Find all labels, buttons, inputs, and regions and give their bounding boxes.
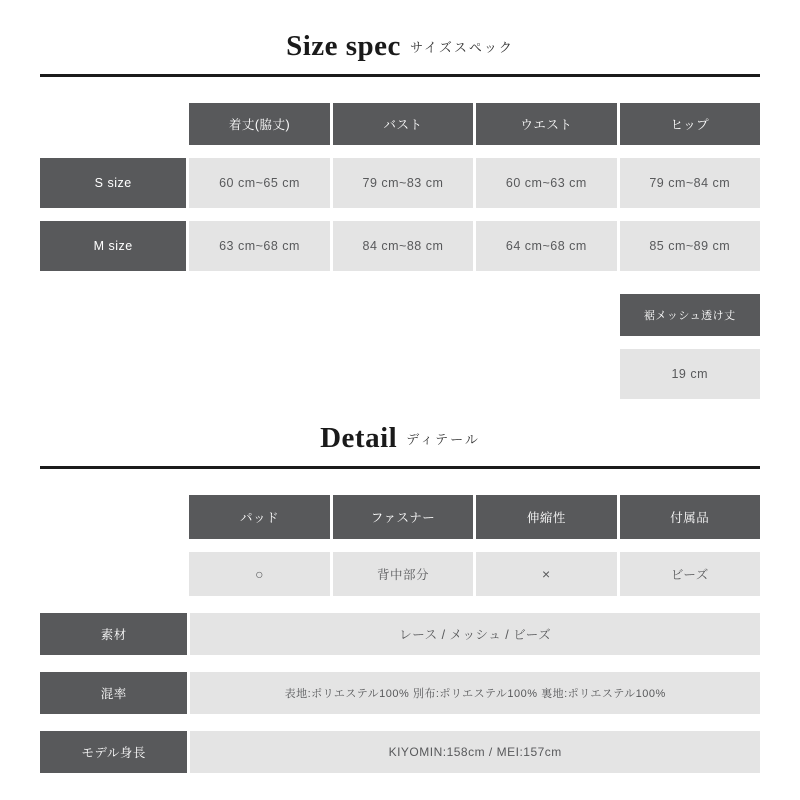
size-spec-corner-cell xyxy=(40,103,186,145)
detail-row-gap xyxy=(40,599,760,613)
size-spec-cell: 60 cm~63 cm xyxy=(476,158,616,208)
size-spec-col-header: ウエスト xyxy=(476,103,616,145)
detail-row-label: 素材 xyxy=(40,613,187,655)
detail-col-header: パッド xyxy=(189,495,329,539)
size-spec-row-label: M size xyxy=(40,221,186,271)
size-spec-table xyxy=(40,103,760,399)
detail-row-value: KIYOMIN:158cm / MEI:157cm xyxy=(190,731,760,773)
detail-row-label: モデル身長 xyxy=(40,731,187,773)
spacer-cell xyxy=(189,349,329,399)
detail-title-jp: ディテール xyxy=(406,432,480,447)
detail-row-label: 混率 xyxy=(40,672,187,714)
detail-row-value: レース / メッシュ / ビーズ xyxy=(190,613,760,655)
spacer-cell xyxy=(40,552,186,596)
size-spec-cell: 85 cm~89 cm xyxy=(620,221,760,271)
size-spec-cell: 79 cm~84 cm xyxy=(620,158,760,208)
size-spec-header-row xyxy=(40,103,760,145)
size-spec-row-label: S size xyxy=(40,158,186,208)
spacer-cell xyxy=(333,349,473,399)
size-spec-heading xyxy=(0,30,800,63)
table-row xyxy=(40,221,760,271)
detail-table xyxy=(40,495,760,773)
detail-row-gap xyxy=(40,658,760,672)
table-row xyxy=(40,731,760,773)
size-spec-title-jp: サイズスペック xyxy=(409,40,514,55)
spacer-cell xyxy=(40,349,186,399)
detail-header-row xyxy=(40,495,760,539)
size-spec-row-gap xyxy=(40,211,760,221)
spacer-cell xyxy=(40,294,186,336)
table-row xyxy=(40,672,760,714)
detail-title-en: Detail xyxy=(320,422,398,454)
size-spec-col-header: バスト xyxy=(333,103,473,145)
detail-top-gap xyxy=(0,402,800,422)
detail-col-header: 伸縮性 xyxy=(476,495,616,539)
detail-corner-cell xyxy=(40,495,186,539)
size-spec-extra-gap xyxy=(40,274,760,294)
top-spacer xyxy=(0,0,800,30)
table-row xyxy=(40,158,760,208)
size-spec-row-gap xyxy=(40,148,760,158)
size-spec-extra-value: 19 cm xyxy=(620,349,760,399)
detail-cell: × xyxy=(476,552,616,596)
detail-cell: 背中部分 xyxy=(333,552,473,596)
size-spec-col-header: 着丈(脇丈) xyxy=(189,103,329,145)
detail-row-gap xyxy=(40,542,760,552)
size-spec-extra-header-row xyxy=(40,294,760,336)
size-spec-cell: 64 cm~68 cm xyxy=(476,221,616,271)
size-spec-cell: 60 cm~65 cm xyxy=(189,158,329,208)
detail-gap xyxy=(0,469,800,495)
size-spec-title-en: Size spec xyxy=(286,30,401,62)
detail-col-header: 付属品 xyxy=(620,495,760,539)
detail-cell: ○ xyxy=(189,552,329,596)
table-row xyxy=(40,613,760,655)
size-spec-cell: 63 cm~68 cm xyxy=(189,221,329,271)
detail-col-header: ファスナー xyxy=(333,495,473,539)
detail-cell: ビーズ xyxy=(620,552,760,596)
detail-heading xyxy=(0,422,800,455)
size-spec-cell: 79 cm~83 cm xyxy=(333,158,473,208)
size-spec-extra-header: 裾メッシュ透け丈 xyxy=(620,294,760,336)
detail-row-value: 表地:ポリエステル100% 別布:ポリエステル100% 裏地:ポリエステル100% xyxy=(190,672,760,714)
size-spec-cell: 84 cm~88 cm xyxy=(333,221,473,271)
size-spec-extra-value-row xyxy=(40,349,760,399)
spacer-cell xyxy=(189,294,329,336)
detail-value-row xyxy=(40,552,760,596)
size-spec-gap xyxy=(0,77,800,103)
spacer-cell xyxy=(476,349,616,399)
size-spec-col-header: ヒップ xyxy=(620,103,760,145)
detail-row-gap xyxy=(40,717,760,731)
spacer-cell xyxy=(476,294,616,336)
size-spec-row-gap xyxy=(40,339,760,349)
spacer-cell xyxy=(333,294,473,336)
